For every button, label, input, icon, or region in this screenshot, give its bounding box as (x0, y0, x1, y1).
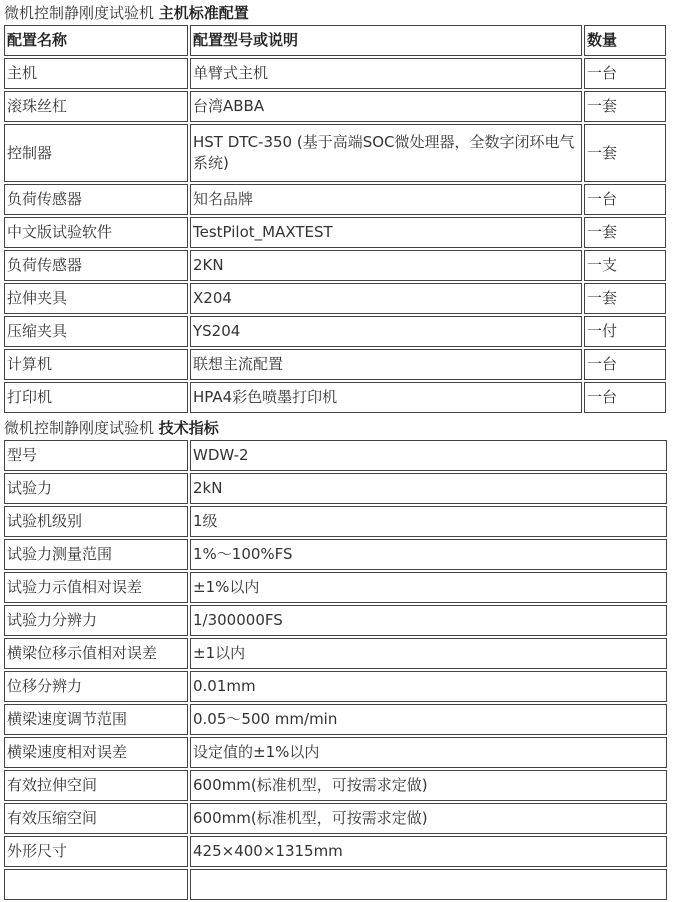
config-cell-name: 负荷传感器 (4, 250, 188, 281)
table-row (4, 671, 667, 702)
table-row (4, 836, 667, 867)
spec-cell-name: 试验力测量范围 (4, 539, 188, 570)
table-row (4, 473, 667, 504)
table-row (4, 440, 667, 471)
config-title-bold: 主机标准配置 (158, 4, 249, 22)
table-row (4, 803, 667, 834)
spec-cell-name: 横梁位移示值相对误差 (4, 638, 188, 669)
spec-cell-value: ±1%以内 (190, 572, 667, 603)
config-cell-model: HST DTC-350 (基于高端SOC微处理器，全数字闭环电气系统) (190, 124, 582, 182)
config-cell-name: 压缩夹具 (4, 316, 188, 347)
config-cell-name: 控制器 (4, 124, 188, 182)
table-row (4, 539, 667, 570)
spec-cell-value: 设定值的±1%以内 (190, 737, 667, 768)
spec-cell-name: 试验力分辨力 (4, 605, 188, 636)
spec-cell-value: 1/300000FS (190, 605, 667, 636)
config-cell-name: 中文版试验软件 (4, 217, 188, 248)
spec-cell-value: ±1以内 (190, 638, 667, 669)
spec-cell-value: 425×400×1315mm (190, 836, 667, 867)
config-cell-model: 2KN (190, 250, 582, 281)
table-row (4, 572, 667, 603)
table-row (4, 184, 666, 215)
table-row (4, 704, 667, 735)
table-row (4, 91, 666, 122)
config-cell-model: TestPilot_MAXTEST (190, 217, 582, 248)
table-row (4, 283, 666, 314)
config-cell-qty: 一支 (584, 250, 666, 281)
table-row (4, 605, 667, 636)
table-row (4, 770, 667, 801)
table-row (4, 316, 666, 347)
specs-table (2, 438, 669, 902)
table-row (4, 506, 667, 537)
config-cell-model: 单臂式主机 (190, 58, 582, 89)
config-cell-name: 主机 (4, 58, 188, 89)
config-cell-qty: 一台 (584, 349, 666, 380)
spec-cell-value: 0.01mm (190, 671, 667, 702)
table-row (4, 349, 666, 380)
config-title-prefix: 微机控制静刚度试验机 (4, 4, 155, 22)
spec-cell-name: 外形尺寸 (4, 836, 188, 867)
table-row (4, 737, 667, 768)
spec-cell-name: 位移分辨力 (4, 671, 188, 702)
table-row (4, 58, 666, 89)
config-cell-qty: 一台 (584, 184, 666, 215)
config-header-row (4, 25, 666, 56)
config-cell-qty: 一台 (584, 382, 666, 413)
config-cell-name: 打印机 (4, 382, 188, 413)
spec-cell-value: 1%～100%FS (190, 539, 667, 570)
spec-cell-name: 横梁速度相对误差 (4, 737, 188, 768)
config-cell-model: 台湾ABBA (190, 91, 582, 122)
config-cell-name: 计算机 (4, 349, 188, 380)
config-cell-qty: 一台 (584, 58, 666, 89)
table-row (4, 382, 666, 413)
table-row (4, 869, 667, 900)
config-cell-qty: 一套 (584, 124, 666, 182)
config-cell-model: X204 (190, 283, 582, 314)
config-table (2, 23, 668, 415)
config-cell-name: 滚珠丝杠 (4, 91, 188, 122)
config-header-model: 配置型号或说明 (190, 25, 582, 56)
spec-cell-name: 试验力示值相对误差 (4, 572, 188, 603)
spec-cell-value: 2kN (190, 473, 667, 504)
config-cell-qty: 一套 (584, 217, 666, 248)
spec-cell-value: 0.05～500 mm/min (190, 704, 667, 735)
config-cell-model: 知名品牌 (190, 184, 582, 215)
specs-title-bold: 技术指标 (158, 419, 219, 437)
specs-title-prefix: 微机控制静刚度试验机 (4, 419, 155, 437)
spec-cell-name: 型号 (4, 440, 188, 471)
spec-cell-value: WDW-2 (190, 440, 667, 471)
spec-cell-value (190, 869, 667, 900)
table-row (4, 124, 666, 182)
spec-cell-name (4, 869, 188, 900)
config-header-name: 配置名称 (4, 25, 188, 56)
config-cell-model: YS204 (190, 316, 582, 347)
config-cell-model: HPA4彩色喷墨打印机 (190, 382, 582, 413)
config-cell-name: 负荷传感器 (4, 184, 188, 215)
config-cell-qty: 一付 (584, 316, 666, 347)
config-cell-name: 拉伸夹具 (4, 283, 188, 314)
spec-cell-name: 试验机级别 (4, 506, 188, 537)
config-cell-qty: 一套 (584, 91, 666, 122)
config-cell-qty: 一套 (584, 283, 666, 314)
table-row (4, 217, 666, 248)
table-row (4, 250, 666, 281)
spec-cell-value: 1级 (190, 506, 667, 537)
spec-cell-value: 600mm(标准机型，可按需求定做) (190, 803, 667, 834)
spec-cell-value: 600mm(标准机型，可按需求定做) (190, 770, 667, 801)
config-header-qty: 数量 (584, 25, 666, 56)
table-row (4, 638, 667, 669)
spec-cell-name: 横梁速度调节范围 (4, 704, 188, 735)
spec-cell-name: 有效压缩空间 (4, 803, 188, 834)
spec-cell-name: 试验力 (4, 473, 188, 504)
config-cell-model: 联想主流配置 (190, 349, 582, 380)
spec-cell-name: 有效拉伸空间 (4, 770, 188, 801)
